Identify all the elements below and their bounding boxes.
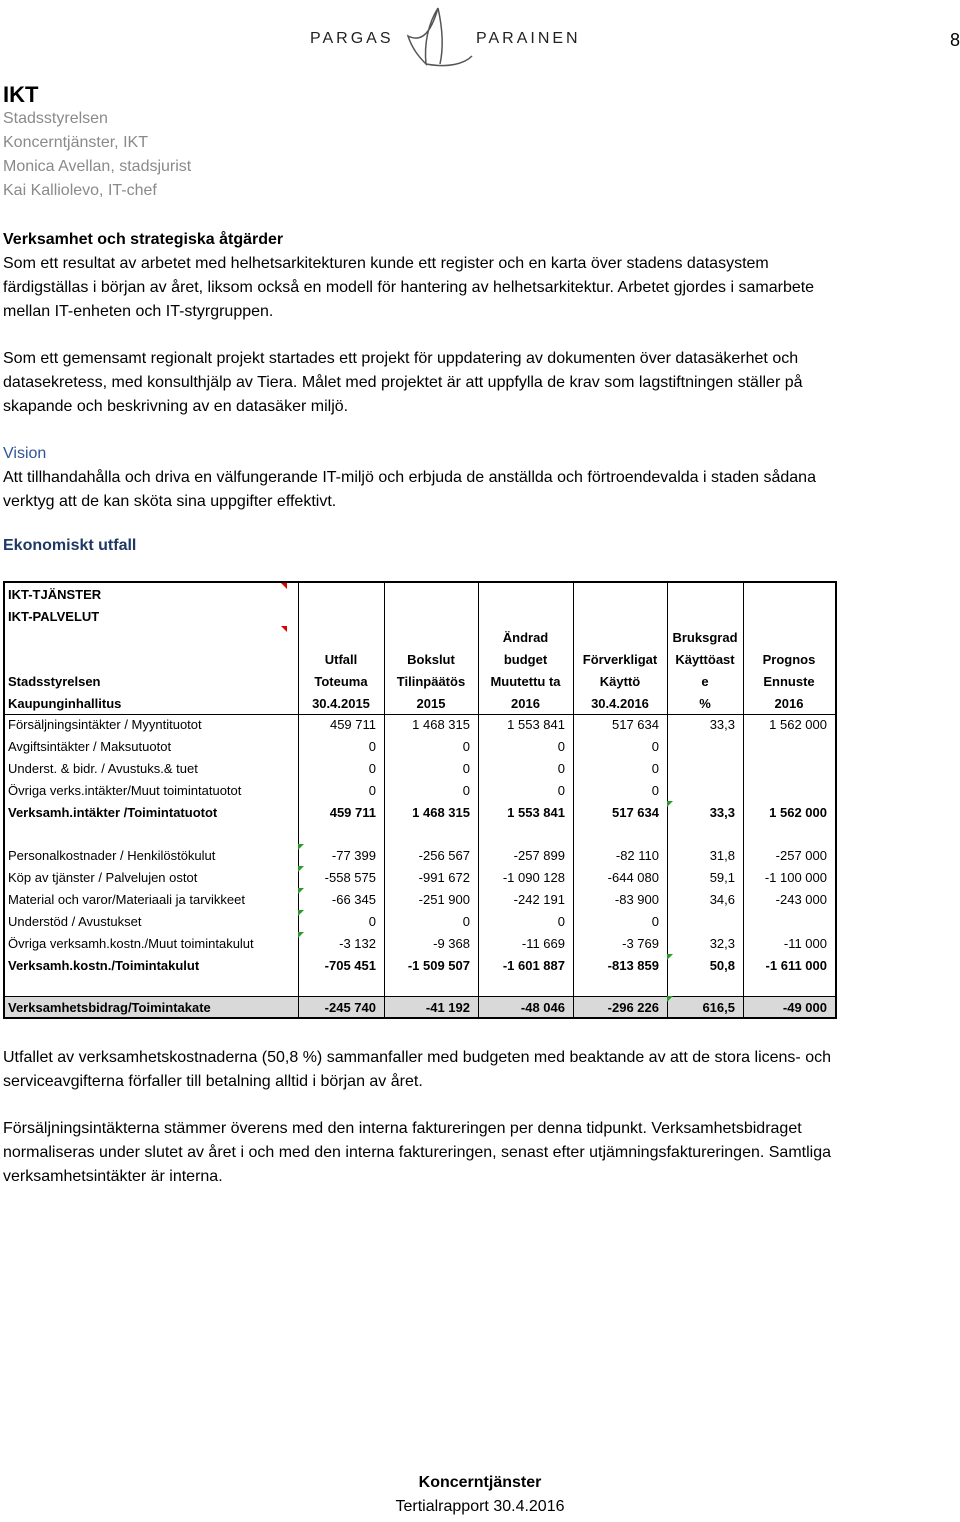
table-title: IKT-PALVELUT — [8, 609, 100, 624]
row-label: Köp av tjänster / Palvelujen ostot — [8, 870, 198, 885]
paragraph-line: Utfallet av verksamhetskostnaderna (50,8 %) sammanfaller med budgeten med beaktande av att de stora licens- och — [3, 1049, 831, 1066]
comment-marker — [667, 801, 673, 807]
column-divider — [298, 583, 299, 1017]
row-label: Avgiftsintäkter / Maksutuotot — [8, 739, 172, 754]
table-cell: 0 — [462, 761, 470, 776]
table-cell: 1 562 000 — [769, 805, 827, 820]
comment-marker — [298, 910, 304, 916]
paragraph-line: serviceavgifterna förfaller till betalning alltid i början av året. — [3, 1073, 423, 1090]
table-cell: 0 — [462, 739, 470, 754]
table-cell: 0 — [651, 739, 659, 754]
table-cell: 33,3 — [709, 717, 735, 732]
paragraph-line: Försäljningsintäkterna stämmer överens med den interna faktureringen per denna tidpunkt. Verksamhetsbidraget — [3, 1120, 802, 1137]
table-cell: 0 — [462, 914, 470, 929]
row-label: Övriga verksamh.kostn./Muut toimintakulut — [8, 936, 254, 951]
paragraph-line: mellan IT-enheten och IT-styrgruppen. — [3, 303, 274, 320]
table-cell: -257 000 — [775, 848, 827, 863]
table-cell: -256 567 — [418, 848, 470, 863]
table-cell: -1 601 887 — [502, 958, 565, 973]
meta-line: Koncerntjänster, IKT — [3, 134, 148, 151]
table-cell: -644 080 — [607, 870, 659, 885]
column-header: Prognos — [762, 652, 816, 667]
table-cell: 0 — [368, 914, 376, 929]
column-divider — [667, 583, 668, 1017]
table-cell: 517 634 — [612, 805, 659, 820]
column-header: Förverkligat — [582, 652, 658, 667]
table-cell: 1 468 315 — [412, 717, 470, 732]
column-header: 30.4.2016 — [591, 696, 649, 711]
table-cell: 0 — [462, 783, 470, 798]
paragraph-line: Som ett resultat av arbetet med helhetsarkitekturen kunde ett register och en karta över stadens datasystem — [3, 255, 769, 272]
table-cell: 0 — [651, 783, 659, 798]
comment-marker — [667, 954, 673, 960]
table-cell: -48 046 — [520, 1000, 565, 1015]
paragraph-line: datasekretess, med konsulthjälp av Tiera. Målet med projektet är att uppfylla de krav som lagstiftningen ställer på — [3, 374, 803, 391]
table-cell: -1 100 000 — [764, 870, 827, 885]
paragraph-line: färdigställas i början av året, liksom också en modell för hantering av helhetsarkitektur. Arbetet gjordes i samarbete — [3, 279, 815, 296]
table-cell: -1 611 000 — [765, 958, 827, 973]
column-header: Bokslut — [407, 652, 455, 667]
column-header: budget — [503, 652, 548, 667]
table-cell: -41 192 — [425, 1000, 470, 1015]
table-cell: 31,8 — [709, 848, 735, 863]
comment-marker — [298, 844, 304, 850]
header-divider — [5, 714, 835, 715]
table-cell: -82 110 — [615, 848, 659, 863]
table-cell: 459 711 — [329, 805, 376, 820]
row-label: Understöd / Avustukset — [8, 914, 142, 929]
row-label-header: Kaupunginhallitus — [8, 696, 122, 711]
column-divider — [478, 583, 479, 1017]
table-cell: -991 672 — [418, 870, 470, 885]
table-cell: 0 — [368, 739, 376, 754]
row-label: Försäljningsintäkter / Myyntituotot — [8, 717, 202, 732]
table-cell: 0 — [651, 914, 659, 929]
total-row-top — [5, 996, 835, 997]
table-cell: -11 000 — [783, 936, 827, 951]
ekonomi-heading: Ekonomiskt utfall — [3, 537, 137, 554]
paragraph-line: skapande och beskrivning av en datasäker miljö. — [3, 398, 349, 415]
column-header: 2016 — [511, 696, 540, 711]
meta-line: Monica Avellan, stadsjurist — [3, 158, 192, 175]
column-header: 30.4.2015 — [312, 696, 370, 711]
row-label: Verksamh.kostn./Toimintakulut — [8, 958, 200, 973]
verksamhet-heading: Verksamhet och strategiska åtgärder — [3, 231, 284, 248]
table-cell: -257 899 — [513, 848, 565, 863]
table-cell: 59,1 — [709, 870, 735, 885]
table-cell: 616,5 — [702, 1000, 735, 1015]
meta-line: Kai Kalliolevo, IT-chef — [3, 182, 157, 199]
row-label: Övriga verks.intäkter/Muut toimintatuotot — [8, 783, 242, 798]
table-cell: -251 900 — [418, 892, 470, 907]
column-header: % — [699, 696, 711, 711]
table-cell: -49 000 — [782, 1000, 827, 1015]
row-label-header: Stadsstyrelsen — [8, 674, 101, 689]
table-cell: -1 090 128 — [502, 870, 565, 885]
row-label: Verksamhetsbidrag/Toimintakate — [8, 1000, 211, 1015]
column-divider — [743, 583, 744, 1017]
column-divider — [384, 583, 385, 1017]
table-cell: -242 191 — [513, 892, 565, 907]
table-cell: -813 859 — [607, 958, 659, 973]
comment-marker — [281, 583, 287, 589]
logo-text-right: PARAINEN — [476, 30, 581, 47]
column-header: Utfall — [324, 652, 358, 667]
table-cell: 1 553 841 — [507, 805, 565, 820]
table-cell: 0 — [557, 783, 565, 798]
comment-marker — [298, 888, 304, 894]
column-header: Käyttöast — [675, 652, 735, 667]
column-header: 2016 — [774, 696, 804, 711]
table-cell: 34,6 — [709, 892, 735, 907]
table-cell: 33,3 — [709, 805, 735, 820]
paragraph-line: Att tillhandahålla och driva en välfungerande IT-miljö och erbjuda de anställda och förtroendevalda i staden sådana — [3, 469, 816, 486]
row-label: Underst. & bidr. / Avustuks.& tuet — [8, 761, 198, 776]
table-cell: -243 000 — [775, 892, 827, 907]
pargas-parainen-logo — [306, 6, 586, 68]
table-cell: -705 451 — [324, 958, 376, 973]
table-cell: -1 509 507 — [407, 958, 470, 973]
table-cell: 1 468 315 — [412, 805, 470, 820]
table-cell: 1 562 000 — [769, 717, 827, 732]
table-cell: 32,3 — [709, 936, 735, 951]
row-label: Material och varor/Materiaali ja tarvikkeet — [8, 892, 245, 907]
table-cell: -3 132 — [339, 936, 376, 951]
table-cell: 0 — [368, 761, 376, 776]
table-cell: 0 — [557, 914, 565, 929]
column-header: Toteuma — [314, 674, 368, 689]
paragraph-line: verksamhetsintäkter är interna. — [3, 1168, 223, 1185]
table-cell: -558 575 — [324, 870, 376, 885]
column-header: Ennuste — [763, 674, 815, 689]
comment-marker — [667, 996, 673, 1002]
footer-title: Koncerntjänster — [418, 1474, 542, 1491]
page-title: IKT — [3, 82, 39, 107]
column-header: Bruksgrad — [672, 630, 738, 645]
column-divider — [573, 583, 574, 1017]
comment-marker — [298, 932, 304, 938]
table-cell: -77 399 — [331, 848, 376, 863]
paragraph-line: Som ett gemensamt regionalt projekt startades ett projekt för uppdatering av dokumenten över datasäkerhet och — [3, 350, 799, 367]
paragraph-line: normaliseras under slutet av året i och med den interna faktureringen, senast efter utjämningsfaktureringen. Samtliga — [3, 1144, 831, 1161]
table-cell: 0 — [368, 783, 376, 798]
table-cell: 1 553 841 — [507, 717, 565, 732]
comment-marker — [281, 626, 287, 632]
meta-line: Stadsstyrelsen — [3, 110, 108, 127]
table-cell: 0 — [651, 761, 659, 776]
table-cell: 459 711 — [329, 717, 376, 732]
table-cell: 0 — [557, 739, 565, 754]
column-header: Muutettu ta — [490, 674, 561, 689]
table-cell: -9 368 — [433, 936, 470, 951]
footer-subtitle: Tertialrapport 30.4.2016 — [395, 1498, 565, 1515]
table-title: IKT-TJÄNSTER — [8, 587, 102, 602]
row-label: Personalkostnader / Henkilöstökulut — [8, 848, 216, 863]
table-cell: 0 — [557, 761, 565, 776]
comment-marker — [298, 866, 304, 872]
table-cell: 517 634 — [612, 717, 659, 732]
paragraph-line: verktyg att de kan sköta sina uppgifter effektivt. — [3, 493, 337, 510]
column-header: Käyttö — [599, 674, 641, 689]
table-cell: -296 226 — [607, 1000, 659, 1015]
logo-text-left: PARGAS — [310, 30, 394, 47]
column-header: e — [701, 674, 709, 689]
vision-heading: Vision — [3, 445, 47, 462]
table-cell: 50,8 — [709, 958, 735, 973]
column-header: Ändrad — [502, 630, 549, 645]
table-cell: -3 769 — [622, 936, 659, 951]
table-cell: -66 345 — [331, 892, 376, 907]
column-header: 2015 — [416, 696, 446, 711]
table-cell: -245 740 — [324, 1000, 376, 1015]
page-number: 8 — [949, 30, 960, 50]
table-cell: -11 669 — [521, 936, 565, 951]
column-header: Tilinpäätös — [396, 674, 466, 689]
row-label: Verksamh.intäkter /Toimintatuotot — [8, 805, 218, 820]
sail-logo-icon — [398, 6, 478, 68]
table-cell: -83 900 — [614, 892, 659, 907]
financial-table — [3, 581, 837, 1019]
